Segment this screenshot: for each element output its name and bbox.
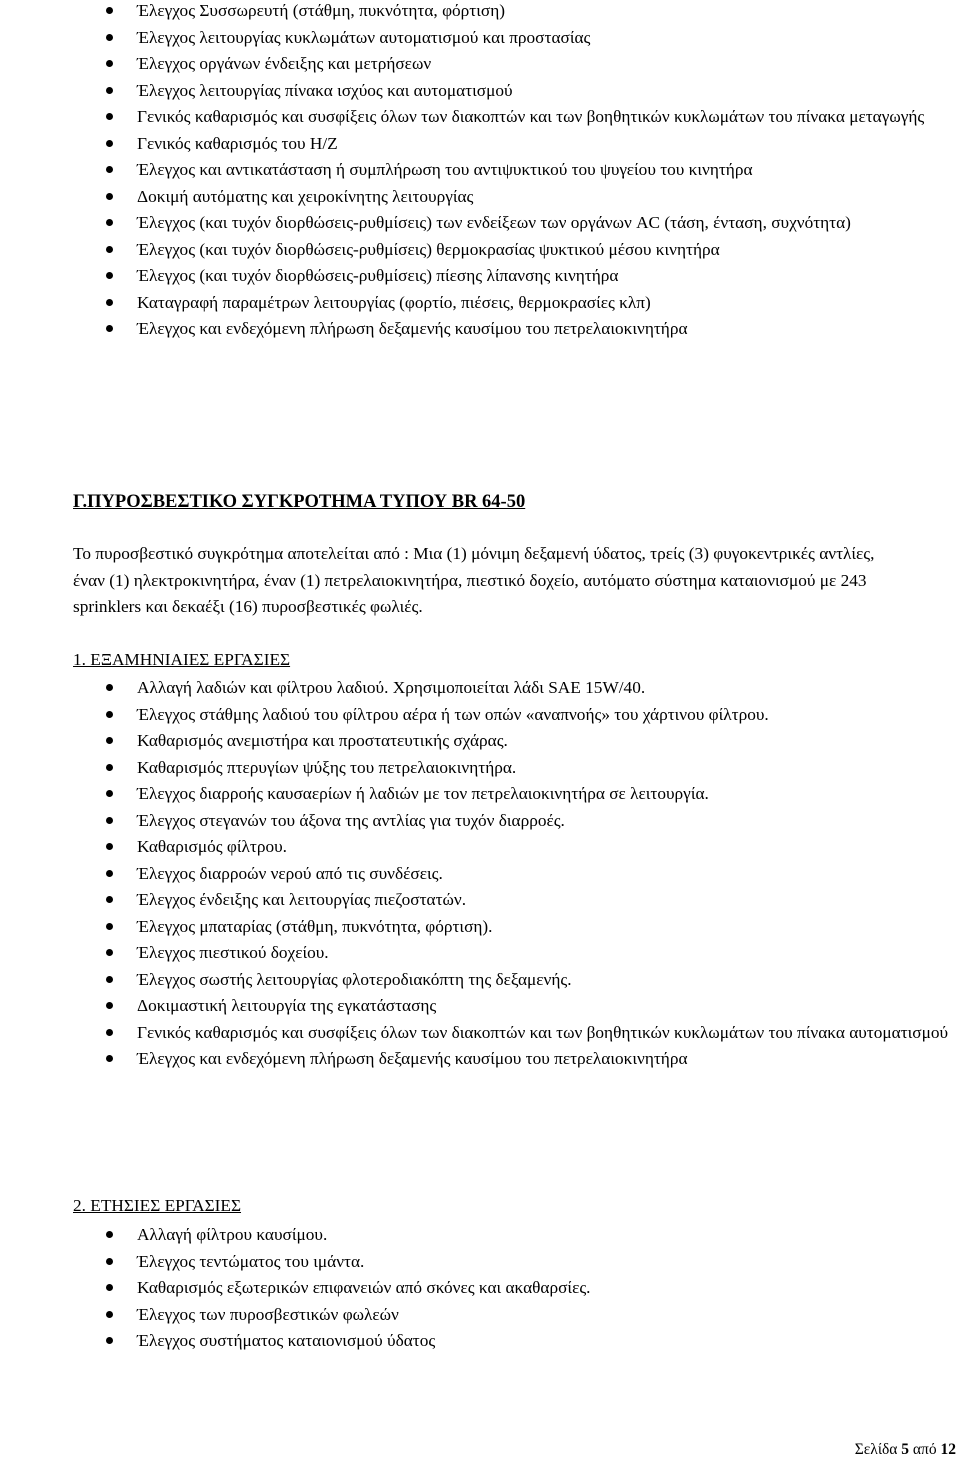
list-item: Έλεγχος (και τυχόν διορθώσεις-ρυθμίσεις) πίεσης λίπανσης κινητήρα <box>0 263 960 290</box>
list-item: Έλεγχος (και τυχόν διορθώσεις-ρυθμίσεις) θερμοκρασίας ψυκτικού μέσου κινητήρα <box>0 237 960 264</box>
annual-tasks-list <box>0 1222 960 1355</box>
total-pages: 12 <box>940 1441 956 1458</box>
section-intro-paragraph: Το πυροσβεστικό συγκρότημα αποτελείται από : Μια (1) μόνιμη δεξαμενή ύδατος, τρείς (3) φυγοκεντρικές αντλίες, έναν (1) ηλεκτροκινητήρα, έναν (1) πετρελαιοκινητήρα, πιεστικό δοχείο, αυτόματο σύστημα καταιονισμού με 243 sprinklers και δεκαέξι (16) πυροσβεστικές φωλιές. <box>73 544 875 616</box>
semiannual-tasks-list <box>0 675 960 1073</box>
list-item: Γενικός καθαρισμός και συσφίξεις όλων των διακοπτών και των βοηθητικών κυκλωμάτων του πίνακα μεταγωγής <box>0 104 960 131</box>
list-item: Έλεγχος σωστής λειτουργίας φλοτεροδιακόπτη της δεξαμενής. <box>0 967 960 994</box>
section-heading: Γ.ΠΥΡΟΣΒΕΣΤΙΚΟ ΣΥΓΚΡΟΤΗΜΑ ΤΥΠΟΥ BR 64-50 <box>73 492 526 512</box>
list-item: Γενικός καθαρισμός του Η/Ζ <box>0 131 960 158</box>
page-footer <box>855 1441 956 1459</box>
list-item: Δοκιμή αυτόματης και χειροκίνητης λειτουργίας <box>0 184 960 211</box>
list-item: Έλεγχος διαρροής καυσαερίων ή λαδιών με τον πετρελαιοκινητήρα σε λειτουργία. <box>0 781 960 808</box>
list-item: Έλεγχος στάθμης λαδιού του φίλτρου αέρα ή των οπών «αναπνοής» του χάρτινου φίλτρου. <box>0 702 960 729</box>
list-item: Έλεγχος (και τυχόν διορθώσεις-ρυθμίσεις) των ενδείξεων των οργάνων AC (τάση, ένταση, συχνότητα) <box>0 210 960 237</box>
page-label: Σελίδα <box>854 1441 898 1458</box>
of-label: από <box>912 1441 937 1458</box>
list-item: Έλεγχος τεντώματος του ιμάντα. <box>0 1249 960 1276</box>
list-item: Καταγραφή παραμέτρων λειτουργίας (φορτίο, πιέσεις, θερμοκρασίες κλπ) <box>0 290 960 317</box>
list-item: Έλεγχος και ενδεχόμενη πλήρωση δεξαμενής καυσίμου του πετρελαιοκινητήρα <box>0 1046 960 1073</box>
list-item: Έλεγχος ένδειξης και λειτουργίας πιεζοστατών. <box>0 887 960 914</box>
list-item: Αλλαγή λαδιών και φίλτρου λαδιού. Χρησιμοποιείται λάδι SAE 15W/40. <box>0 675 960 702</box>
list-item: Έλεγχος διαρροών νερού από τις συνδέσεις. <box>0 861 960 888</box>
annual-tasks-title: 2. ΕΤΗΣΙΕΣ ΕΡΓΑΣΙΕΣ <box>73 1196 242 1215</box>
list-item: Αλλαγή φίλτρου καυσίμου. <box>0 1222 960 1249</box>
page-number: 5 <box>901 1441 910 1458</box>
list-item: Έλεγχος και αντικατάσταση ή συμπλήρωση του αντιψυκτικού του ψυγείου του κινητήρα <box>0 157 960 184</box>
list-item: Έλεγχος μπαταρίας (στάθμη, πυκνότητα, φόρτιση). <box>0 914 960 941</box>
maintenance-list-top <box>0 0 960 343</box>
list-item: Δοκιμαστική λειτουργία της εγκατάστασης <box>0 993 960 1020</box>
list-item: Έλεγχος λειτουργίας πίνακα ισχύος και αυτοματισμού <box>0 78 960 105</box>
list-item: Γενικός καθαρισμός και συσφίξεις όλων των διακοπτών και των βοηθητικών κυκλωμάτων του πίνακα αυτοματισμού <box>0 1020 960 1047</box>
list-item: Έλεγχος των πυροσβεστικών φωλεών <box>0 1302 960 1329</box>
list-item: Έλεγχος και ενδεχόμενη πλήρωση δεξαμενής καυσίμου του πετρελαιοκινητήρα <box>0 316 960 343</box>
list-item: Έλεγχος στεγανών του άξονα της αντλίας για τυχόν διαρροές. <box>0 808 960 835</box>
list-item: Έλεγχος λειτουργίας κυκλωμάτων αυτοματισμού και προστασίας <box>0 25 960 52</box>
list-item: Έλεγχος οργάνων ένδειξης και μετρήσεων <box>0 51 960 78</box>
list-item: Καθαρισμός εξωτερικών επιφανειών από σκόνες και ακαθαρσίες. <box>0 1275 960 1302</box>
list-item: Έλεγχος συστήματος καταιονισμού ύδατος <box>0 1328 960 1355</box>
list-item: Καθαρισμός ανεμιστήρα και προστατευτικής σχάρας. <box>0 728 960 755</box>
list-item: Έλεγχος πιεστικού δοχείου. <box>0 940 960 967</box>
list-item: Καθαρισμός φίλτρου. <box>0 834 960 861</box>
list-item: Καθαρισμός πτερυγίων ψύξης του πετρελαιοκινητήρα. <box>0 755 960 782</box>
semiannual-tasks-title: 1. ΕΞΑΜΗΝΙΑΙΕΣ ΕΡΓΑΣΙΕΣ <box>73 650 291 669</box>
list-item: Έλεγχος Συσσωρευτή (στάθμη, πυκνότητα, φόρτιση) <box>0 0 960 25</box>
